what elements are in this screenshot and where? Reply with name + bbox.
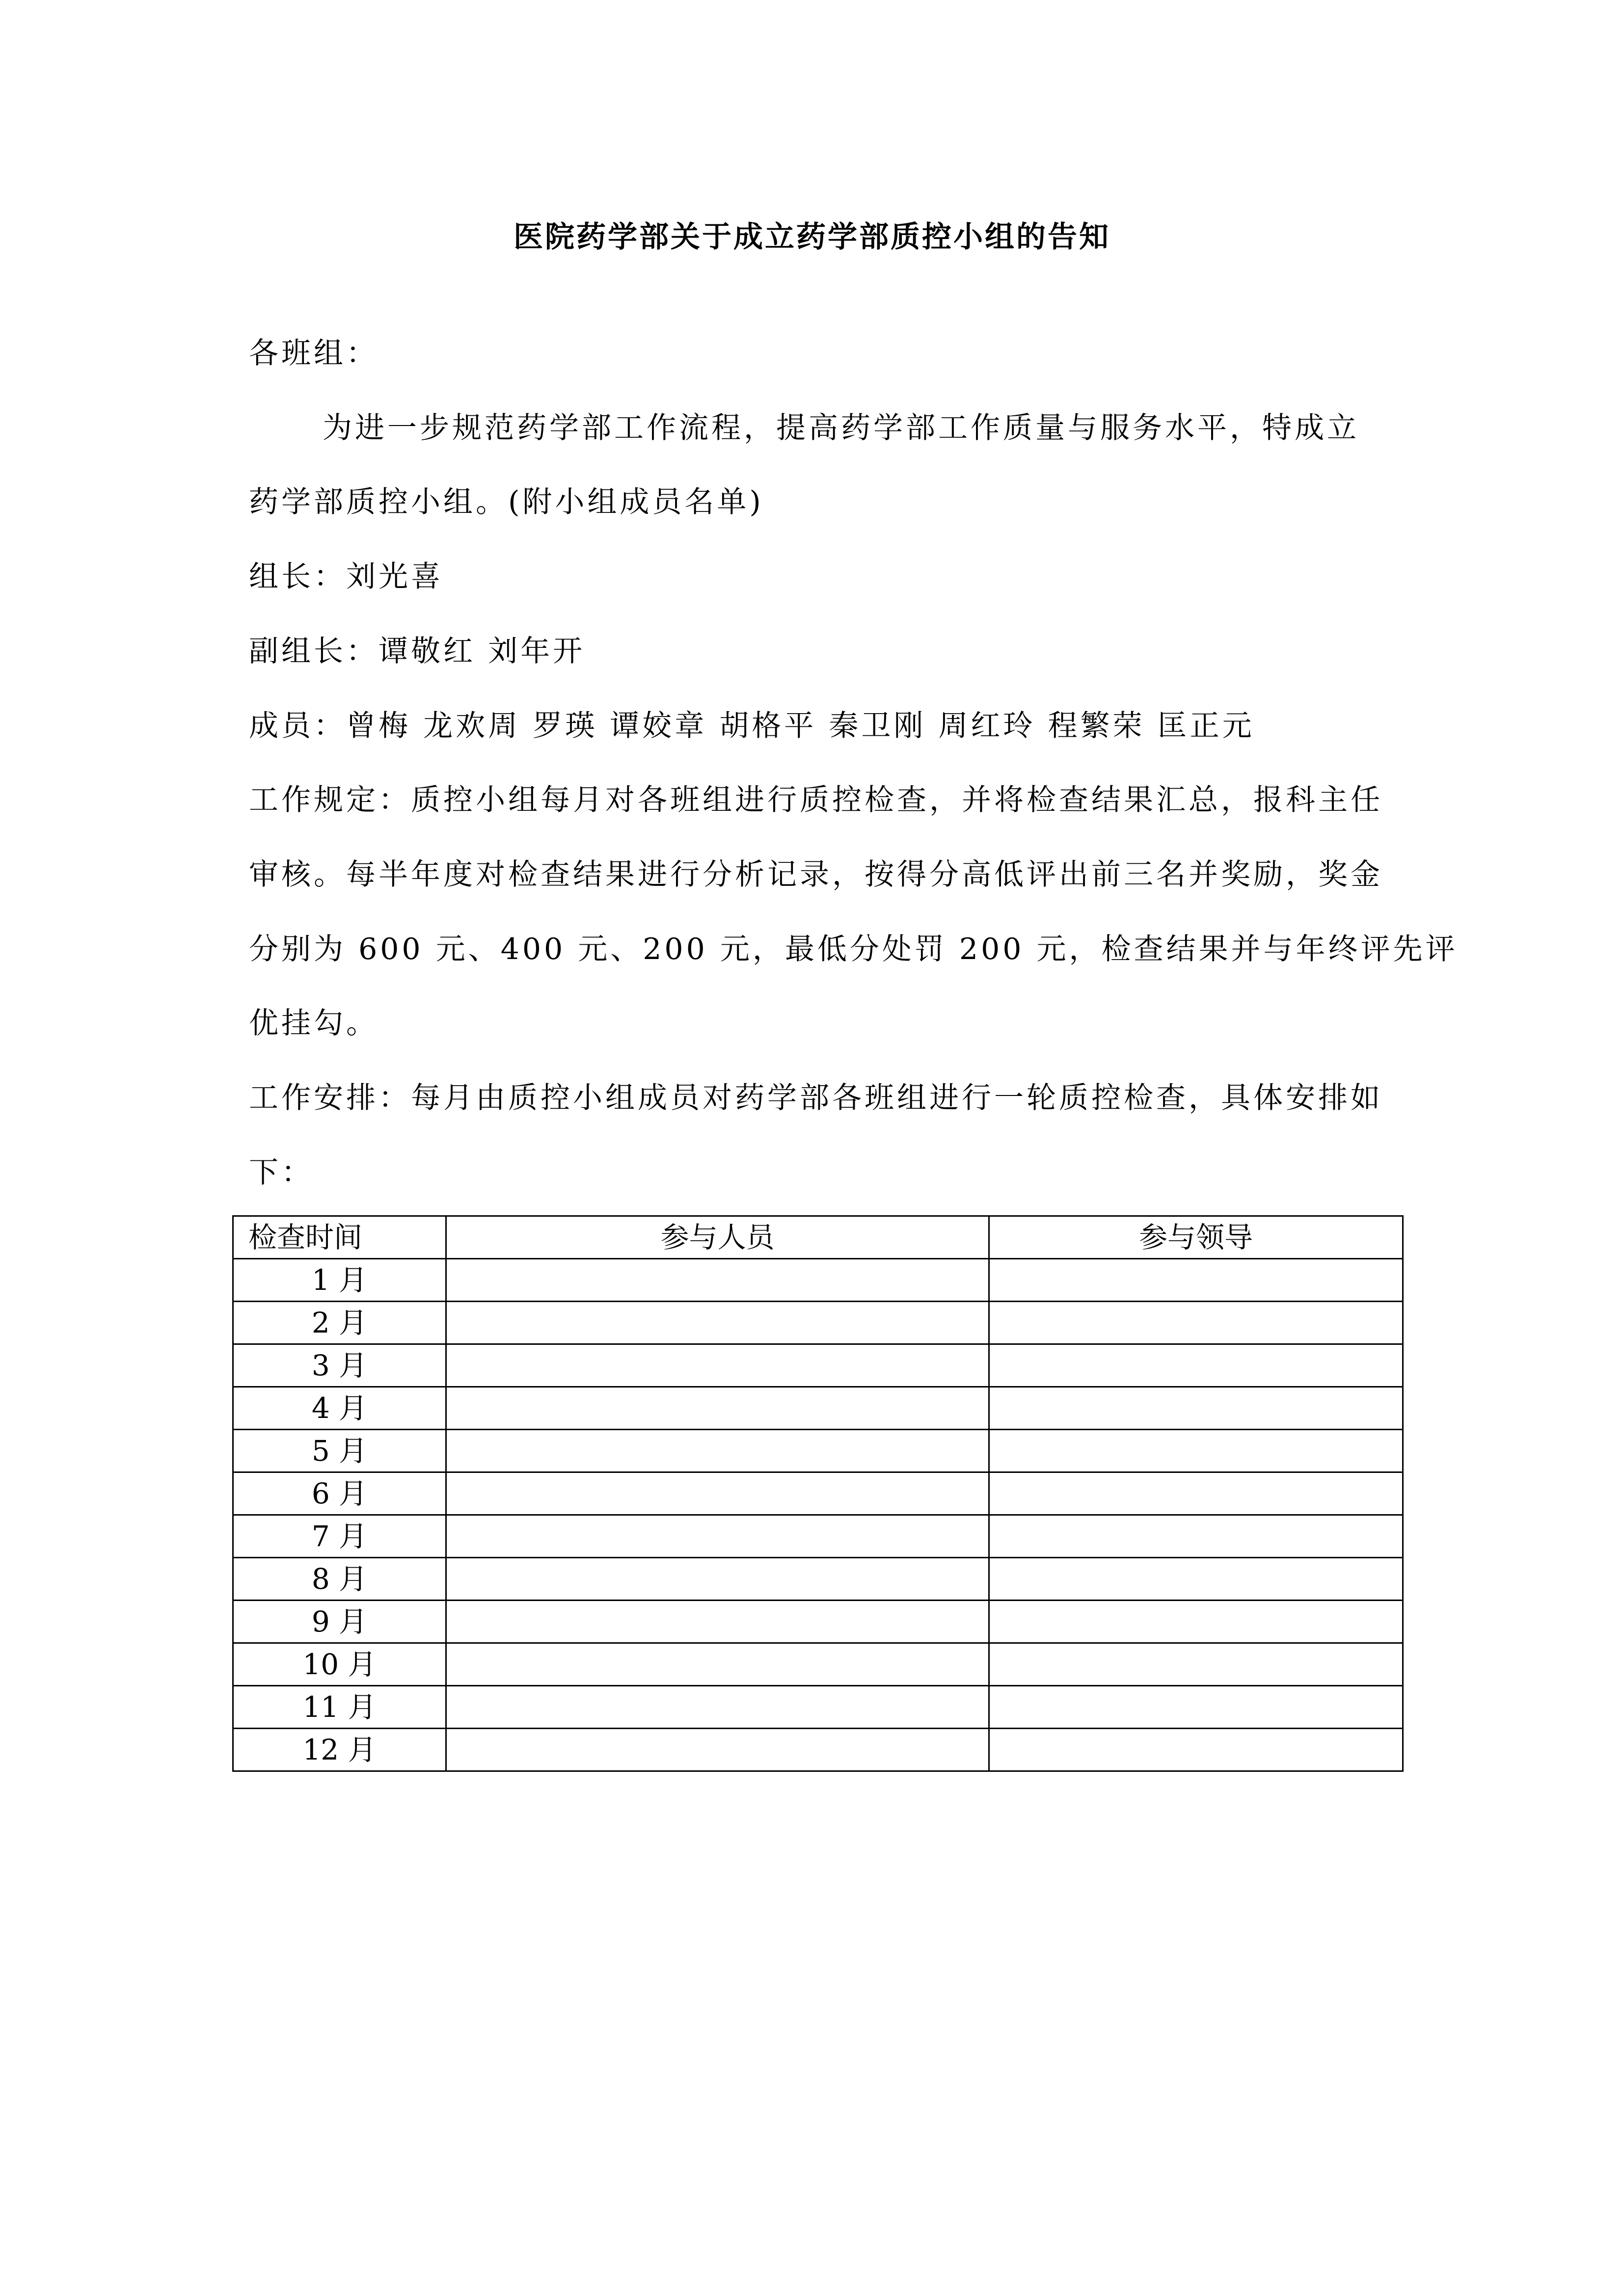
table-row	[233, 1430, 1403, 1472]
leaders-cell	[989, 1729, 1403, 1771]
rules-line-2: 审核。每半年度对检查结果进行分析记录，按得分高低评出前三名并奖励，奖金	[249, 857, 1383, 892]
table-row	[233, 1515, 1403, 1558]
leaders-cell	[989, 1601, 1403, 1643]
leaders-cell	[989, 1430, 1403, 1472]
table-header-row	[233, 1216, 1403, 1259]
table-row	[233, 1643, 1403, 1686]
participants-cell	[446, 1729, 989, 1771]
table-row	[233, 1302, 1403, 1344]
month-cell: 9 月	[233, 1601, 446, 1643]
table-row	[233, 1259, 1403, 1302]
participants-cell	[446, 1259, 989, 1302]
month-cell: 7 月	[233, 1515, 446, 1558]
month-cell: 6 月	[233, 1472, 446, 1515]
participants-cell	[446, 1472, 989, 1515]
participants-cell	[446, 1686, 989, 1729]
intro-line-1: 为进一步规范药学部工作流程，提高药学部工作质量与服务水平，特成立	[323, 411, 1359, 445]
participants-cell	[446, 1558, 989, 1601]
month-cell: 11 月	[233, 1686, 446, 1729]
rules-line-1: 工作规定：质控小组每月对各班组进行质控检查，并将检查结果汇总，报科主任	[249, 783, 1383, 817]
document-title: 医院药学部关于成立药学部质控小组的告知	[514, 220, 1110, 254]
table-row	[233, 1344, 1403, 1387]
participants-cell	[446, 1387, 989, 1430]
arrangement-line-1: 工作安排：每月由质控小组成员对药学部各班组进行一轮质控检查，具体安排如	[249, 1081, 1383, 1115]
participants-cell	[446, 1302, 989, 1344]
table-row	[233, 1729, 1403, 1771]
table-row	[233, 1387, 1403, 1430]
participants-cell	[446, 1344, 989, 1387]
participants-cell	[446, 1601, 989, 1643]
leaders-cell	[989, 1686, 1403, 1729]
leaders-cell	[989, 1387, 1403, 1430]
table-row	[233, 1558, 1403, 1601]
header-leaders: 参与领导	[989, 1216, 1403, 1259]
table-row	[233, 1472, 1403, 1515]
leaders-cell	[989, 1344, 1403, 1387]
leaders-cell	[989, 1302, 1403, 1344]
participants-cell	[446, 1643, 989, 1686]
leaders-cell	[989, 1472, 1403, 1515]
table-row	[233, 1686, 1403, 1729]
month-cell: 1 月	[233, 1259, 446, 1302]
month-cell: 4 月	[233, 1387, 446, 1430]
month-cell: 8 月	[233, 1558, 446, 1601]
header-check-time: 检查时间	[233, 1216, 446, 1259]
schedule-table	[232, 1215, 1404, 1772]
leaders-cell	[989, 1515, 1403, 1558]
members-line: 成员：曾梅 龙欢周 罗瑛 谭姣章 胡格平 秦卫刚 周红玲 程繁荣 匡正元	[249, 709, 1255, 743]
month-cell: 5 月	[233, 1430, 446, 1472]
header-participants: 参与人员	[446, 1216, 989, 1259]
leaders-cell	[989, 1643, 1403, 1686]
intro-line-2: 药学部质控小组。(附小组成员名单)	[249, 485, 764, 519]
leaders-cell	[989, 1558, 1403, 1601]
leaders-cell	[989, 1259, 1403, 1302]
month-cell: 3 月	[233, 1344, 446, 1387]
month-cell: 2 月	[233, 1302, 446, 1344]
month-cell: 10 月	[233, 1643, 446, 1686]
month-cell: 12 月	[233, 1729, 446, 1771]
table-row	[233, 1601, 1403, 1643]
participants-cell	[446, 1430, 989, 1472]
leader-line: 组长：刘光喜	[249, 560, 443, 594]
rules-line-3: 分别为 600 元、400 元、200 元，最低分处罚 200 元，检查结果并与年终评先评	[249, 932, 1458, 966]
salutation: 各班组：	[249, 336, 379, 371]
arrangement-line-2: 下：	[249, 1155, 314, 1190]
rules-line-4: 优挂勾。	[249, 1006, 379, 1041]
deputy-line: 副组长：谭敬红 刘年开	[249, 634, 586, 668]
participants-cell	[446, 1515, 989, 1558]
